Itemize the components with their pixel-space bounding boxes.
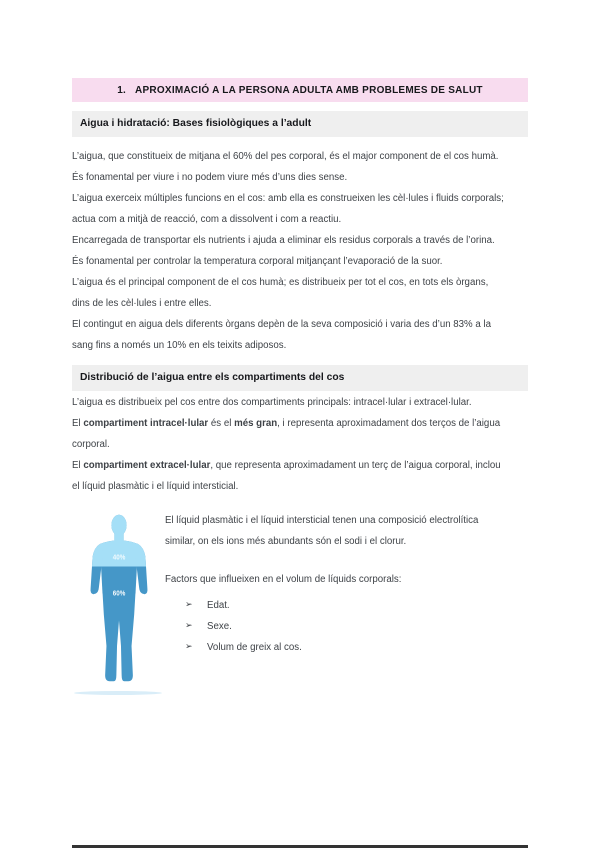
factors-title: Factors que influeixen en el volum de líquids corporals: xyxy=(165,574,402,585)
text-line xyxy=(72,167,542,188)
text-segment: És fonamental per viure i no podem viure més d’uns dies sense. xyxy=(72,172,348,183)
text-segment: L’aigua es distribueix pel cos entre dos compartiments principals: intracel·lular i extracel·lular. xyxy=(72,397,472,408)
list-item xyxy=(165,637,535,658)
text-segment: és el xyxy=(208,418,235,429)
text-line xyxy=(72,455,542,476)
text-line xyxy=(72,272,542,293)
text-line xyxy=(72,293,542,314)
text-line xyxy=(72,434,542,455)
arrow-bullet-icon: ➢ xyxy=(185,642,193,652)
figure-shadow xyxy=(74,691,162,695)
text-segment: , i representa aproximadament dos terços de l’aigua xyxy=(277,418,501,429)
text-segment: el líquid plasmàtic i el líquid intersticial. xyxy=(72,481,239,492)
text-line xyxy=(72,146,542,167)
list-item-label: Edat. xyxy=(207,600,230,611)
text-line xyxy=(165,510,535,531)
text-line xyxy=(72,188,542,209)
figure-upper-label: 40% xyxy=(112,554,126,562)
arrow-bullet-icon: ➢ xyxy=(185,600,193,610)
title-text: APROXIMACIÓ A LA PERSONA ADULTA AMB PROBLEMES DE SALUT xyxy=(135,84,483,96)
text-segment: El contingut en aigua dels diferents òrgans depèn de la seva composició i varia des d’un 83% a la xyxy=(72,319,491,330)
text-segment: Encarregada de transportar els nutrients i ajuda a eliminar els residus corporals a través de l’orina. xyxy=(72,235,495,246)
text-line xyxy=(72,392,542,413)
text-segment: actua com a mitjà de reacció, com a dissolvent i com a reactiu. xyxy=(72,214,342,225)
paragraph-block-fisiologia xyxy=(72,146,542,356)
title-number: 1. xyxy=(117,84,127,96)
factors-list xyxy=(165,595,535,658)
text-line xyxy=(72,314,542,335)
text-line xyxy=(72,230,542,251)
text-segment: sang fins a només un 10% en els teixits adiposos. xyxy=(72,340,287,351)
text-line xyxy=(72,209,542,230)
paragraph-block-compartiments xyxy=(72,392,542,497)
figure-side-text xyxy=(165,510,535,658)
list-item xyxy=(165,595,535,616)
text-line xyxy=(165,531,535,552)
list-item-label: Sexe. xyxy=(207,621,232,632)
section-heading-distribucio: Distribució de l’aigua entre els compartiments del cos xyxy=(72,365,528,391)
text-line xyxy=(72,413,542,434)
text-segment: , que representa aproximadament un terç de l’aigua corporal, inclou xyxy=(210,460,501,471)
text-segment: dins de les cèl·lules i entre elles. xyxy=(72,298,212,309)
text-line xyxy=(72,335,542,356)
human-body-icon xyxy=(86,514,152,694)
text-segment: El xyxy=(72,418,84,429)
aside-paragraph xyxy=(165,510,535,552)
text-segment: similar, on els ions més abundants són el sodi i el clorur. xyxy=(165,536,407,547)
section-heading-aigua-hidratacio: Aigua i hidratació: Bases fisiològiques a l’adult xyxy=(72,111,528,137)
text-segment: corporal. xyxy=(72,439,110,450)
body-water-figure xyxy=(86,514,152,694)
page-title-bar xyxy=(72,78,528,102)
text-segment: més gran xyxy=(234,418,278,429)
list-item xyxy=(165,616,535,637)
list-item-label: Volum de greix al cos. xyxy=(207,642,302,653)
text-segment: compartiment intracel·lular xyxy=(83,418,209,429)
text-segment: L’aigua, que constitueix de mitjana el 60% del pes corporal, és el major component de el cos humà. xyxy=(72,151,499,162)
text-segment: L’aigua exerceix múltiples funcions en el cos: amb ella es construeixen les cèl·lules i fluids corporals; xyxy=(72,193,504,204)
text-line xyxy=(72,251,542,272)
figure-lower-label: 60% xyxy=(112,590,126,598)
text-segment: El xyxy=(72,460,84,471)
text-line xyxy=(72,476,542,497)
arrow-bullet-icon: ➢ xyxy=(185,621,193,631)
text-segment: És fonamental per controlar la temperatura corporal mitjançant l’evaporació de la suor. xyxy=(72,256,443,267)
text-segment: compartiment extracel·lular xyxy=(83,460,211,471)
text-segment: L’aigua és el principal component de el cos humà; es distribueix per tot el cos, en tots els òrgans, xyxy=(72,277,489,288)
text-segment: El líquid plasmàtic i el líquid intersticial tenen una composició electrolítica xyxy=(165,515,479,526)
